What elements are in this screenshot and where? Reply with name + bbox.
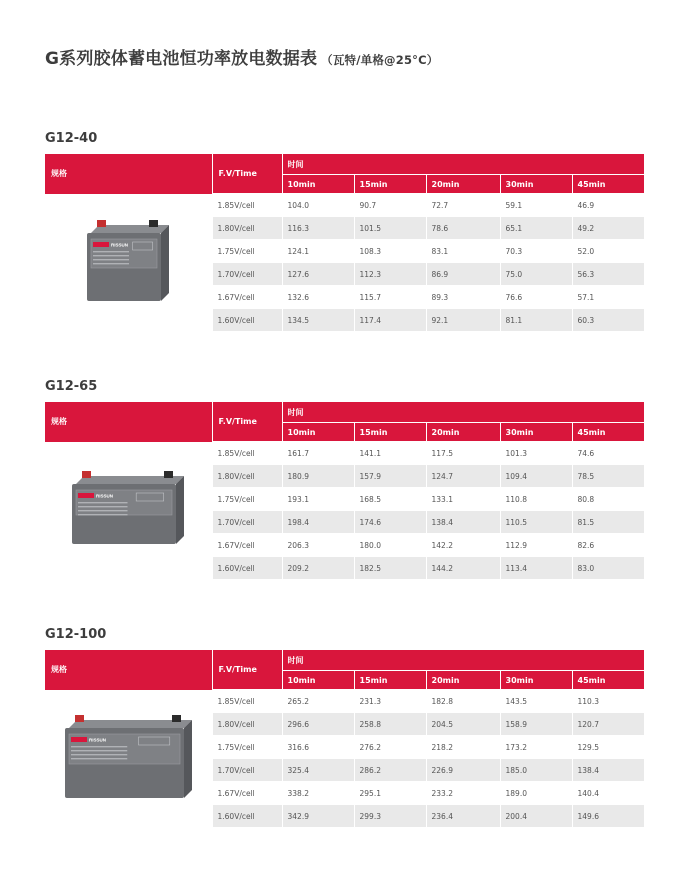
fv-cell: 1.70V/cell — [212, 759, 282, 782]
battery-label-line — [71, 746, 127, 747]
battery-label-line — [93, 255, 129, 256]
value-cell: 90.7 — [354, 194, 426, 217]
spec-header: 规格 — [45, 402, 212, 442]
fv-cell: 1.70V/cell — [212, 511, 282, 534]
column-header: 20min — [426, 671, 500, 690]
battery-brand-mark — [71, 737, 87, 742]
value-cell: 78.5 — [572, 465, 644, 488]
value-cell: 81.1 — [500, 309, 572, 332]
battery-side — [176, 476, 184, 544]
value-cell: 129.5 — [572, 736, 644, 759]
value-cell: 265.2 — [282, 690, 354, 713]
fv-cell: 1.75V/cell — [212, 488, 282, 511]
value-cell: 258.8 — [354, 713, 426, 736]
time-header: 时间 — [282, 402, 644, 423]
table-header-row — [45, 154, 644, 175]
value-cell: 110.3 — [572, 690, 644, 713]
value-cell: 72.7 — [426, 194, 500, 217]
value-cell: 101.3 — [500, 442, 572, 465]
value-cell: 316.6 — [282, 736, 354, 759]
value-cell: 127.6 — [282, 263, 354, 286]
value-cell: 75.0 — [500, 263, 572, 286]
column-header: 45min — [572, 423, 644, 442]
time-header: 时间 — [282, 650, 644, 671]
value-cell: 144.2 — [426, 557, 500, 580]
column-header: 30min — [500, 175, 572, 194]
fv-cell: 1.75V/cell — [212, 240, 282, 263]
column-header: 45min — [572, 175, 644, 194]
value-cell: 142.2 — [426, 534, 500, 557]
column-header: 30min — [500, 671, 572, 690]
value-cell: 82.6 — [572, 534, 644, 557]
fv-cell: 1.80V/cell — [212, 465, 282, 488]
value-cell: 112.3 — [354, 263, 426, 286]
battery-brand-mark — [93, 242, 109, 247]
fv-time-header: F.V/Time — [212, 650, 282, 690]
battery-terminal-positive — [97, 220, 106, 227]
spec-header: 规格 — [45, 154, 212, 194]
value-cell: 173.2 — [500, 736, 572, 759]
value-cell: 81.5 — [572, 511, 644, 534]
value-cell: 161.7 — [282, 442, 354, 465]
battery-label-line — [78, 502, 128, 503]
fv-cell: 1.80V/cell — [212, 217, 282, 240]
battery-terminal-positive — [75, 715, 84, 722]
value-cell: 133.1 — [426, 488, 500, 511]
battery-side — [184, 720, 192, 798]
value-cell: 198.4 — [282, 511, 354, 534]
value-cell: 113.4 — [500, 557, 572, 580]
value-cell: 233.2 — [426, 782, 500, 805]
battery-illustration — [45, 217, 212, 307]
value-cell: 342.9 — [282, 805, 354, 828]
fv-cell: 1.67V/cell — [212, 782, 282, 805]
battery-brand-mark — [78, 493, 94, 498]
value-cell: 134.5 — [282, 309, 354, 332]
value-cell: 124.7 — [426, 465, 500, 488]
battery-terminal-negative — [149, 220, 158, 227]
value-cell: 89.3 — [426, 286, 500, 309]
value-cell: 180.9 — [282, 465, 354, 488]
model-section — [45, 378, 644, 579]
value-cell: 338.2 — [282, 782, 354, 805]
value-cell: 157.9 — [354, 465, 426, 488]
battery-label-line — [93, 259, 129, 260]
value-cell: 70.3 — [500, 240, 572, 263]
fv-cell: 1.75V/cell — [212, 736, 282, 759]
fv-cell: 1.60V/cell — [212, 805, 282, 828]
value-cell: 59.1 — [500, 194, 572, 217]
column-header: 10min — [282, 671, 354, 690]
value-cell: 92.1 — [426, 309, 500, 332]
value-cell: 200.4 — [500, 805, 572, 828]
value-cell: 60.3 — [572, 309, 644, 332]
battery-side — [161, 225, 169, 301]
value-cell: 116.3 — [282, 217, 354, 240]
value-cell: 231.3 — [354, 690, 426, 713]
fv-cell: 1.85V/cell — [212, 442, 282, 465]
battery-terminal-negative — [172, 715, 181, 722]
value-cell: 276.2 — [354, 736, 426, 759]
value-cell: 174.6 — [354, 511, 426, 534]
discharge-table — [45, 154, 644, 331]
battery-brand-text: RISSUN — [96, 493, 114, 499]
battery-illustration — [45, 712, 212, 804]
spec-header: 规格 — [45, 650, 212, 690]
value-cell: 138.4 — [572, 759, 644, 782]
battery-illustration — [45, 470, 212, 550]
battery-label-line — [78, 510, 128, 511]
value-cell: 74.6 — [572, 442, 644, 465]
table-row — [45, 194, 644, 217]
value-cell: 138.4 — [426, 511, 500, 534]
battery-terminal-positive — [82, 471, 91, 478]
column-header: 20min — [426, 175, 500, 194]
value-cell: 325.4 — [282, 759, 354, 782]
value-cell: 204.5 — [426, 713, 500, 736]
value-cell: 209.2 — [282, 557, 354, 580]
value-cell: 226.9 — [426, 759, 500, 782]
value-cell: 78.6 — [426, 217, 500, 240]
battery-icon — [61, 712, 196, 804]
value-cell: 182.8 — [426, 690, 500, 713]
column-header: 20min — [426, 423, 500, 442]
value-cell: 76.6 — [500, 286, 572, 309]
discharge-table — [45, 650, 644, 827]
fv-cell: 1.67V/cell — [212, 286, 282, 309]
fv-time-header: F.V/Time — [212, 154, 282, 194]
value-cell: 109.4 — [500, 465, 572, 488]
title-unit: （瓦特/单格@25°C） — [321, 53, 439, 67]
column-header: 10min — [282, 423, 354, 442]
time-header: 时间 — [282, 154, 644, 175]
value-cell: 101.5 — [354, 217, 426, 240]
value-cell: 83.1 — [426, 240, 500, 263]
value-cell: 180.0 — [354, 534, 426, 557]
battery-label-line — [71, 750, 127, 751]
value-cell: 110.8 — [500, 488, 572, 511]
model-section — [45, 130, 644, 331]
value-cell: 80.8 — [572, 488, 644, 511]
value-cell: 108.3 — [354, 240, 426, 263]
value-cell: 52.0 — [572, 240, 644, 263]
value-cell: 124.1 — [282, 240, 354, 263]
value-cell: 236.4 — [426, 805, 500, 828]
fv-cell: 1.70V/cell — [212, 263, 282, 286]
battery-image — [45, 442, 212, 580]
fv-cell: 1.85V/cell — [212, 690, 282, 713]
value-cell: 218.2 — [426, 736, 500, 759]
battery-label-line — [71, 758, 127, 759]
battery-label-line — [78, 514, 128, 515]
value-cell: 141.1 — [354, 442, 426, 465]
value-cell: 110.5 — [500, 511, 572, 534]
value-cell: 117.4 — [354, 309, 426, 332]
value-cell: 46.9 — [572, 194, 644, 217]
battery-brand-text: RISSUN — [111, 242, 129, 248]
model-name: G12-65 — [45, 379, 98, 394]
value-cell: 286.2 — [354, 759, 426, 782]
column-header: 10min — [282, 175, 354, 194]
battery-image — [45, 194, 212, 332]
discharge-table — [45, 402, 644, 579]
battery-brand-text: RISSUN — [88, 737, 106, 743]
battery-label-line — [71, 754, 127, 755]
battery-label-line — [93, 251, 129, 252]
value-cell: 140.4 — [572, 782, 644, 805]
battery-label-line — [93, 263, 129, 264]
column-header: 30min — [500, 423, 572, 442]
value-cell: 86.9 — [426, 263, 500, 286]
value-cell: 143.5 — [500, 690, 572, 713]
value-cell: 83.0 — [572, 557, 644, 580]
value-cell: 115.7 — [354, 286, 426, 309]
value-cell: 56.3 — [572, 263, 644, 286]
fv-time-header: F.V/Time — [212, 402, 282, 442]
value-cell: 117.5 — [426, 442, 500, 465]
value-cell: 295.1 — [354, 782, 426, 805]
value-cell: 296.6 — [282, 713, 354, 736]
fv-cell: 1.60V/cell — [212, 557, 282, 580]
value-cell: 189.0 — [500, 782, 572, 805]
model-section — [45, 626, 644, 827]
fv-cell: 1.85V/cell — [212, 194, 282, 217]
table-header-row — [45, 650, 644, 671]
title-main: G系列胶体蓄电池恒功率放电数据表 — [45, 49, 318, 69]
model-name: G12-40 — [45, 131, 98, 146]
model-name: G12-100 — [45, 627, 107, 642]
value-cell: 112.9 — [500, 534, 572, 557]
battery-terminal-negative — [164, 471, 173, 478]
value-cell: 299.3 — [354, 805, 426, 828]
value-cell: 185.0 — [500, 759, 572, 782]
column-header: 45min — [572, 671, 644, 690]
fv-cell: 1.67V/cell — [212, 534, 282, 557]
battery-label-line — [78, 506, 128, 507]
column-header: 15min — [354, 175, 426, 194]
column-header: 15min — [354, 423, 426, 442]
value-cell: 57.1 — [572, 286, 644, 309]
battery-image — [45, 690, 212, 828]
battery-icon — [83, 217, 173, 307]
value-cell: 120.7 — [572, 713, 644, 736]
value-cell: 206.3 — [282, 534, 354, 557]
value-cell: 149.6 — [572, 805, 644, 828]
table-header-row — [45, 402, 644, 423]
value-cell: 132.6 — [282, 286, 354, 309]
fv-cell: 1.80V/cell — [212, 713, 282, 736]
table-row — [45, 442, 644, 465]
value-cell: 49.2 — [572, 217, 644, 240]
value-cell: 65.1 — [500, 217, 572, 240]
value-cell: 182.5 — [354, 557, 426, 580]
fv-cell: 1.60V/cell — [212, 309, 282, 332]
value-cell: 193.1 — [282, 488, 354, 511]
value-cell: 158.9 — [500, 713, 572, 736]
value-cell: 168.5 — [354, 488, 426, 511]
column-header: 15min — [354, 671, 426, 690]
table-row — [45, 690, 644, 713]
battery-icon — [68, 470, 188, 550]
value-cell: 104.0 — [282, 194, 354, 217]
page-title — [45, 44, 438, 69]
